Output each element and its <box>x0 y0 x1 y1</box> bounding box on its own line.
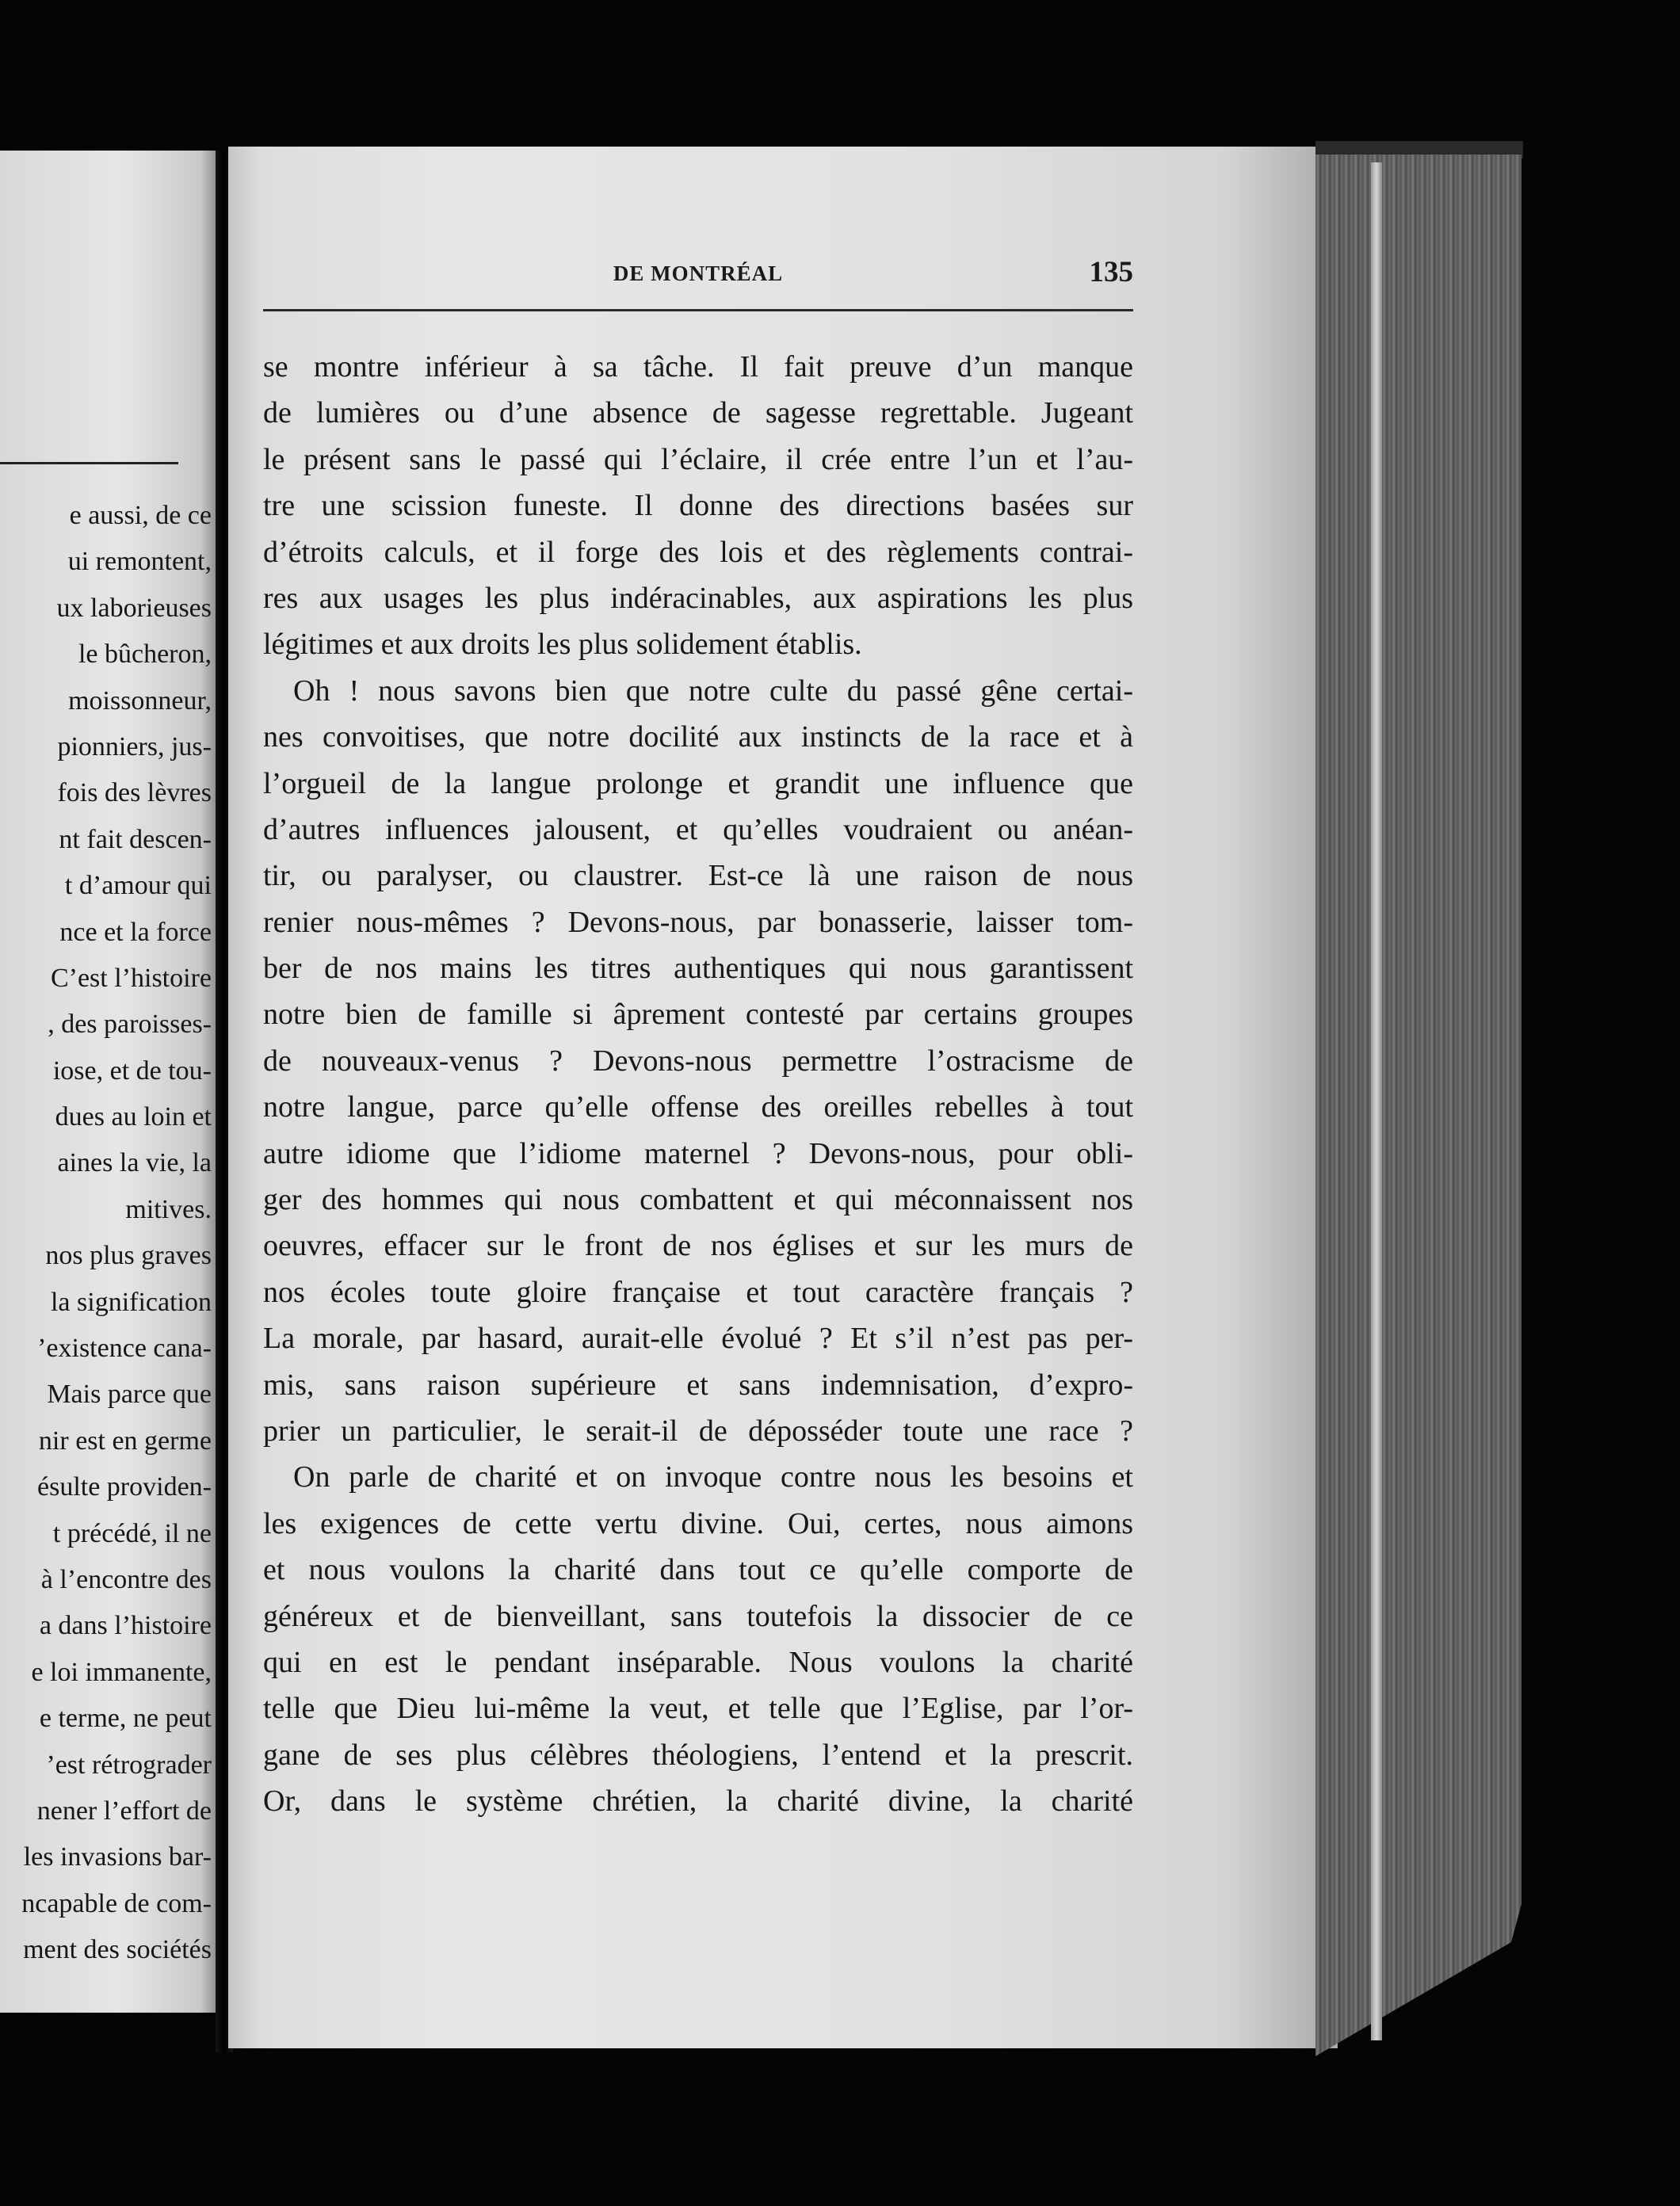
text-line: l’orgueil de la langue prolonge et grandit une influence que <box>263 766 1133 800</box>
page-number: 135 <box>1089 256 1133 288</box>
text-line: se montre inférieur à sa tâche. Il fait preuve d’un manque <box>263 350 1133 384</box>
page-body-text <box>263 344 1133 1825</box>
text-line: e loi immanente, <box>31 1657 212 1687</box>
text-line: e aussi, de ce <box>69 501 212 530</box>
text-line: notre langue, parce qu’elle offense des oreilles rebelles à tout <box>263 1090 1133 1124</box>
text-line: et nous voulons la charité dans tout ce qu’elle comporte de <box>263 1553 1133 1587</box>
text-line: Or, dans le système chrétien, la charité divine, la charité <box>263 1784 1133 1819</box>
text-line: aines la vie, la <box>57 1148 212 1178</box>
text-line: ux laborieuses <box>56 593 212 623</box>
text-line: On parle de charité et on invoque contre nous les besoins et <box>293 1460 1133 1494</box>
text-line: iose, et de tou- <box>52 1055 212 1086</box>
text-line: de nouveaux-venus ? Devons-nous permettre l’ostracisme de <box>263 1044 1133 1078</box>
left-page-rule <box>0 462 178 464</box>
text-line: autre idiome que l’idiome maternel ? Devons-nous, pour obli- <box>263 1136 1133 1170</box>
text-line: d’autres influences jalousent, et qu’elles voudraient ou anéan- <box>263 812 1133 846</box>
running-head <box>263 255 1133 295</box>
text-line: moissonneur, <box>68 685 212 716</box>
text-line: renier nous-mêmes ? Devons-nous, par bonasserie, laisser tom- <box>263 905 1133 939</box>
text-line: notre bien de famille si âprement contesté par certains groupes <box>263 998 1133 1032</box>
text-line: ncapable de com- <box>21 1888 212 1918</box>
text-line: Oh ! nous savons bien que notre culte du passé gêne certai- <box>293 674 1133 708</box>
text-line: qui en est le pendant inséparable. Nous voulons la charité <box>263 1645 1133 1679</box>
text-line: oeuvres, effacer sur le front de nos églises et sur les murs de <box>263 1229 1133 1263</box>
text-line: Mais parce que <box>47 1380 212 1410</box>
text-line: le bûcheron, <box>78 639 212 670</box>
text-line: ’est rétrograder <box>46 1750 212 1780</box>
text-line: La morale, par hasard, aurait-elle évolué ? Et s’il n’est pas per- <box>263 1322 1133 1356</box>
text-line: fois des lèvres <box>57 778 212 808</box>
left-page-text <box>0 493 212 1974</box>
text-line: d’étroits calculs, et il forge des lois et des règlements contrai- <box>263 535 1133 569</box>
text-line: t d’amour qui <box>64 871 212 901</box>
text-line: mitives. <box>125 1194 212 1224</box>
text-line: à l’encontre des <box>40 1564 212 1594</box>
text-line: le présent sans le passé qui l’éclaire, il crée entre l’un et l’au- <box>263 442 1133 476</box>
text-line: t précédé, il ne <box>52 1518 212 1548</box>
text-line: gane de ses plus célèbres théologiens, l’entend et la prescrit. <box>263 1738 1133 1772</box>
text-line: res aux usages les plus indéracinables, aux aspirations les plus <box>263 581 1133 615</box>
text-line: les invasions bar- <box>23 1842 212 1872</box>
text-line: ésulte providen- <box>37 1472 212 1502</box>
text-line: dues au loin et <box>55 1102 212 1132</box>
text-line: ment des sociétés <box>23 1935 212 1965</box>
running-head-rule <box>263 309 1133 311</box>
text-line: nener l’effort de <box>36 1796 212 1826</box>
text-line: nt fait descen- <box>59 824 212 854</box>
text-line: nos écoles toute gloire française et tout caractère français ? <box>263 1275 1133 1309</box>
text-line: légitimes et aux droits les plus solidement établis. <box>263 628 862 662</box>
text-line: ger des hommes qui nous combattent et qui méconnaissent nos <box>263 1183 1133 1217</box>
text-line: mis, sans raison supérieure et sans indemnisation, d’expro- <box>263 1368 1133 1402</box>
text-line: de lumières ou d’une absence de sagesse regrettable. Jugeant <box>263 396 1133 430</box>
text-line: nos plus graves <box>45 1241 212 1271</box>
running-head-title: DE MONTRÉAL <box>613 261 784 285</box>
page-edge-highlight <box>1371 162 1382 2040</box>
text-line: ber de nos mains les titres authentiques qui nous garantissent <box>263 952 1133 986</box>
text-line: ’existence cana- <box>37 1334 212 1364</box>
text-line: , des paroisses- <box>48 1009 212 1040</box>
text-line: a dans l’histoire <box>39 1611 212 1641</box>
text-line: C’est l’histoire <box>50 963 212 993</box>
page-block-edges <box>1315 155 1522 2056</box>
text-line: nir est en germe <box>38 1426 212 1456</box>
text-line: la signification <box>50 1287 212 1317</box>
text-line: les exigences de cette vertu divine. Oui, certes, nous aimons <box>263 1506 1133 1540</box>
text-line: tir, ou paralyser, ou claustrer. Est-ce là une raison de nous <box>263 859 1133 893</box>
left-page <box>0 151 218 2013</box>
text-line: nce et la force <box>59 917 212 947</box>
text-line: généreux et de bienveillant, sans toutefois la dissocier de ce <box>263 1599 1133 1633</box>
text-line: telle que Dieu lui-même la veut, et telle que l’Eglise, par l’or- <box>263 1692 1133 1726</box>
text-line: pionniers, jus- <box>57 731 212 761</box>
text-line: e terme, ne peut <box>39 1704 212 1734</box>
text-line: ui remontent, <box>67 547 212 577</box>
text-line: nes convoitises, que notre docilité aux instincts de la race et à <box>263 720 1133 754</box>
text-line: tre une scission funeste. Il donne des directions basées sur <box>263 489 1133 523</box>
text-line: prier un particulier, le serait-il de déposséder toute une race ? <box>263 1414 1133 1448</box>
